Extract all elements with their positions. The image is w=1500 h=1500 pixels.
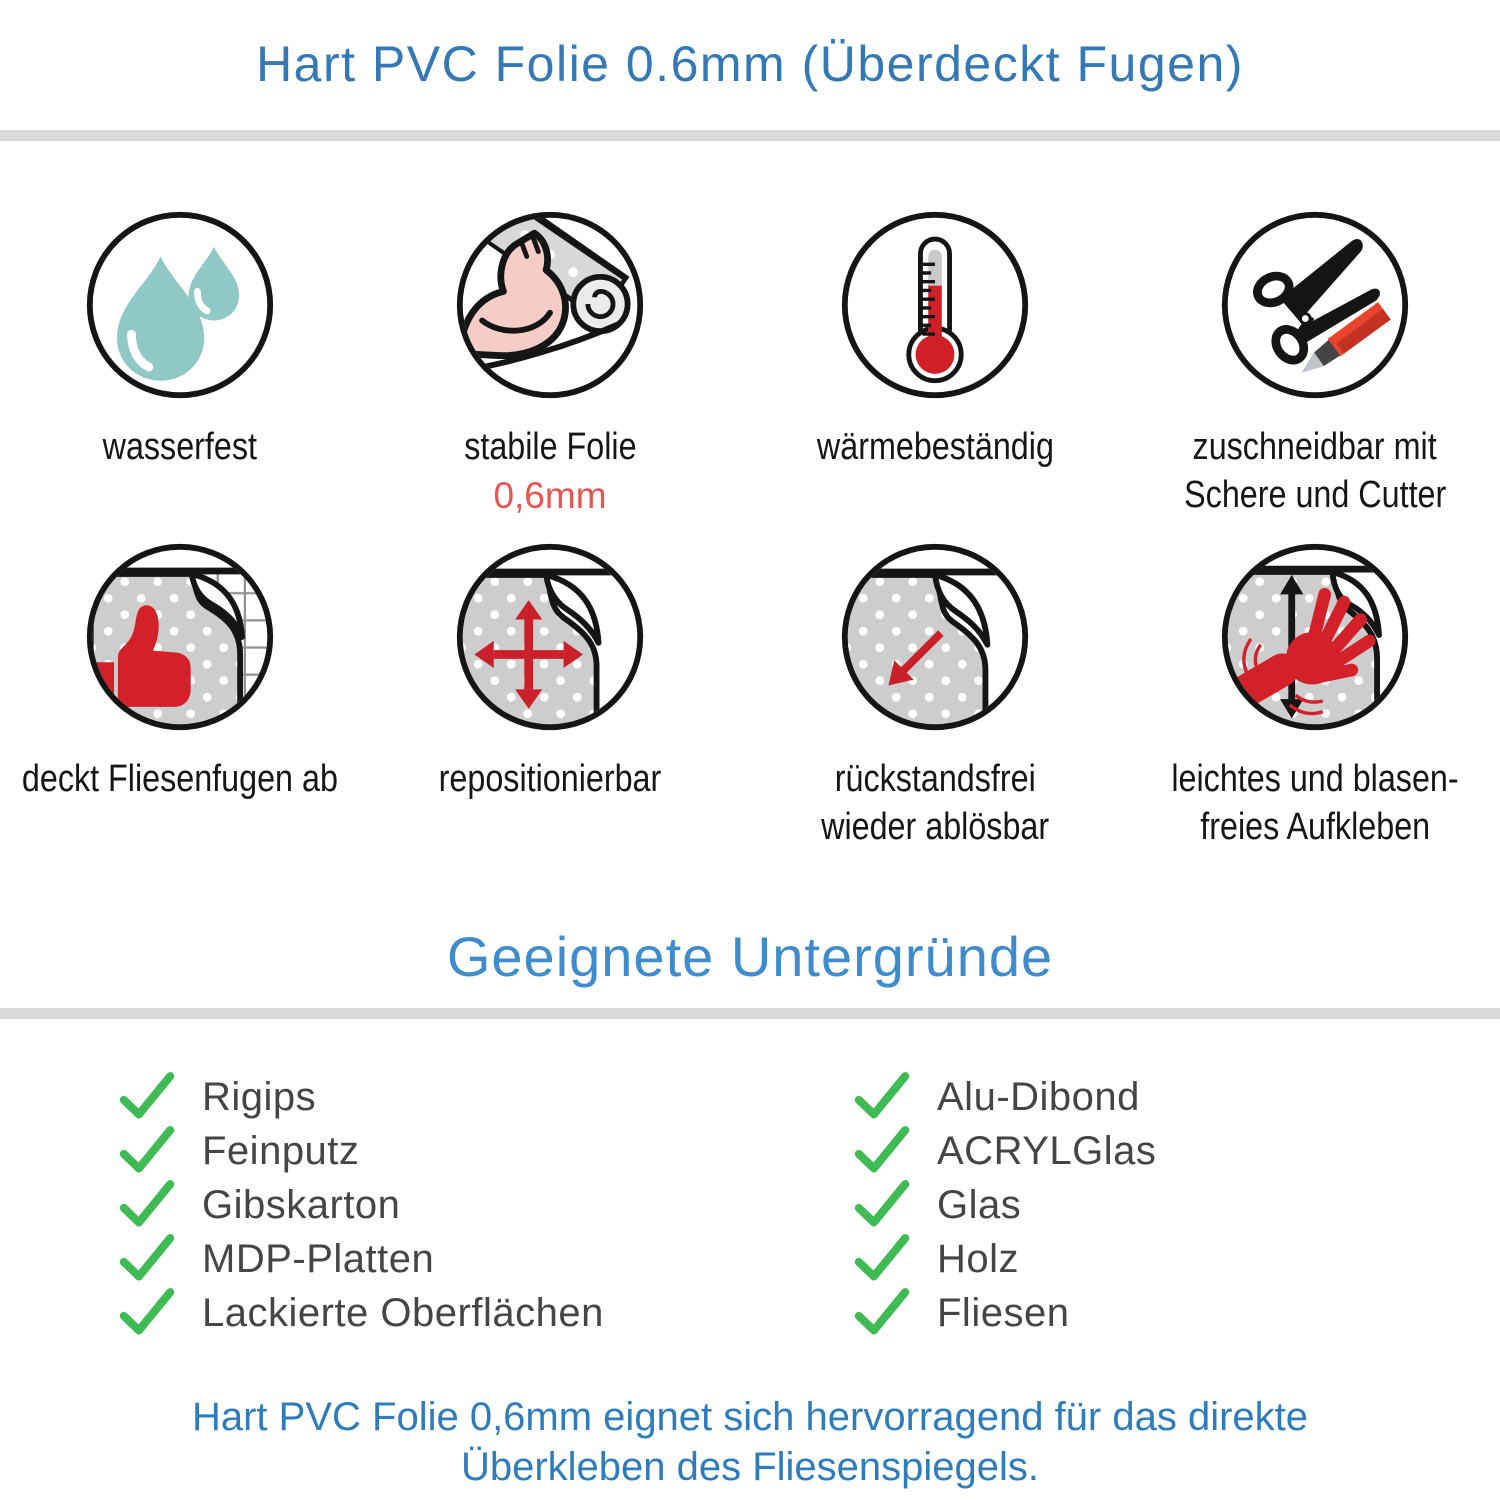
check-icon [118, 1122, 176, 1180]
water-drops-icon [83, 208, 277, 402]
feature-row-2 [0, 540, 1500, 851]
thumbs-up-tile-foil-icon [83, 540, 277, 734]
list-item [853, 1124, 1156, 1178]
feature-label: wärmebeständig [816, 426, 1054, 468]
check-icon [853, 1068, 911, 1126]
check-icon [118, 1176, 176, 1234]
feature-rueckstandsfrei [740, 540, 1130, 851]
list-item-label: Alu-Dibond [937, 1074, 1140, 1119]
feature-blasenfrei [1130, 540, 1500, 851]
feature-label: rückstandsfrei wieder ablösbar [820, 758, 1050, 848]
check-icon [853, 1230, 911, 1288]
list-item-label: Gibskarton [202, 1182, 401, 1227]
divider-bar-top [0, 130, 1500, 141]
list-item [118, 1232, 604, 1286]
list-item-label: MDP-Platten [202, 1236, 435, 1281]
substrate-list-left [118, 1070, 604, 1340]
list-item [118, 1124, 604, 1178]
feature-label: leichtes und blasen- freies Aufkleben [1171, 758, 1459, 848]
check-icon [118, 1230, 176, 1288]
list-item [853, 1070, 1156, 1124]
divider-bar-middle [0, 1008, 1500, 1019]
check-icon [853, 1122, 911, 1180]
footer-line-2: Überkleben des Fliesenspiegels. [460, 1445, 1040, 1489]
thermometer-icon [838, 208, 1032, 402]
check-icon [118, 1068, 176, 1126]
feature-label: deckt Fliesenfugen ab [21, 758, 339, 800]
feature-waermebestaendig [740, 208, 1130, 519]
feature-label: zuschneidbar mit Schere und Cutter [1183, 426, 1447, 516]
list-item-label: ACRYLGlas [937, 1128, 1157, 1173]
check-icon [118, 1284, 176, 1342]
feature-stabile-folie [360, 208, 740, 519]
feature-label: wasserfest [102, 426, 258, 468]
footer-line-1: Hart PVC Folie 0,6mm eignet sich hervorragend für das direkte [191, 1395, 1309, 1439]
scissors-cutter-icon [1218, 208, 1412, 402]
list-item-label: Lackierte Oberflächen [202, 1290, 604, 1335]
list-item-label: Glas [937, 1182, 1022, 1227]
list-item [118, 1178, 604, 1232]
peel-off-arrow-foil-icon [838, 540, 1032, 734]
feature-row-1 [0, 208, 1500, 519]
muscle-foil-roll-icon [453, 208, 647, 402]
list-item [853, 1286, 1156, 1340]
list-item [118, 1070, 604, 1124]
check-icon [853, 1284, 911, 1342]
feature-sublabel-thickness: 0,6mm [493, 475, 607, 516]
feature-label: stabile Folie [463, 426, 637, 468]
feature-zuschneidbar [1130, 208, 1500, 519]
section-title-untergruende: Geeignete Untergründe [446, 925, 1054, 988]
move-arrows-foil-icon [453, 540, 647, 734]
feature-wasserfest [0, 208, 360, 519]
list-item-label: Feinputz [202, 1128, 360, 1173]
list-item-label: Holz [937, 1236, 1020, 1281]
list-item [853, 1178, 1156, 1232]
list-item [853, 1232, 1156, 1286]
substrate-list-right [853, 1070, 1156, 1340]
list-item-label: Fliesen [937, 1290, 1070, 1335]
check-icon [853, 1176, 911, 1234]
footer-note [0, 1392, 1500, 1492]
list-item-label: Rigips [202, 1074, 317, 1119]
hand-smoothing-foil-icon [1218, 540, 1412, 734]
feature-label: repositionierbar [438, 758, 662, 800]
list-item [118, 1286, 604, 1340]
feature-repositionierbar [360, 540, 740, 851]
page-title: Hart PVC Folie 0.6mm (Überdeckt Fugen) [256, 36, 1244, 92]
feature-deckt-fugen [0, 540, 360, 851]
